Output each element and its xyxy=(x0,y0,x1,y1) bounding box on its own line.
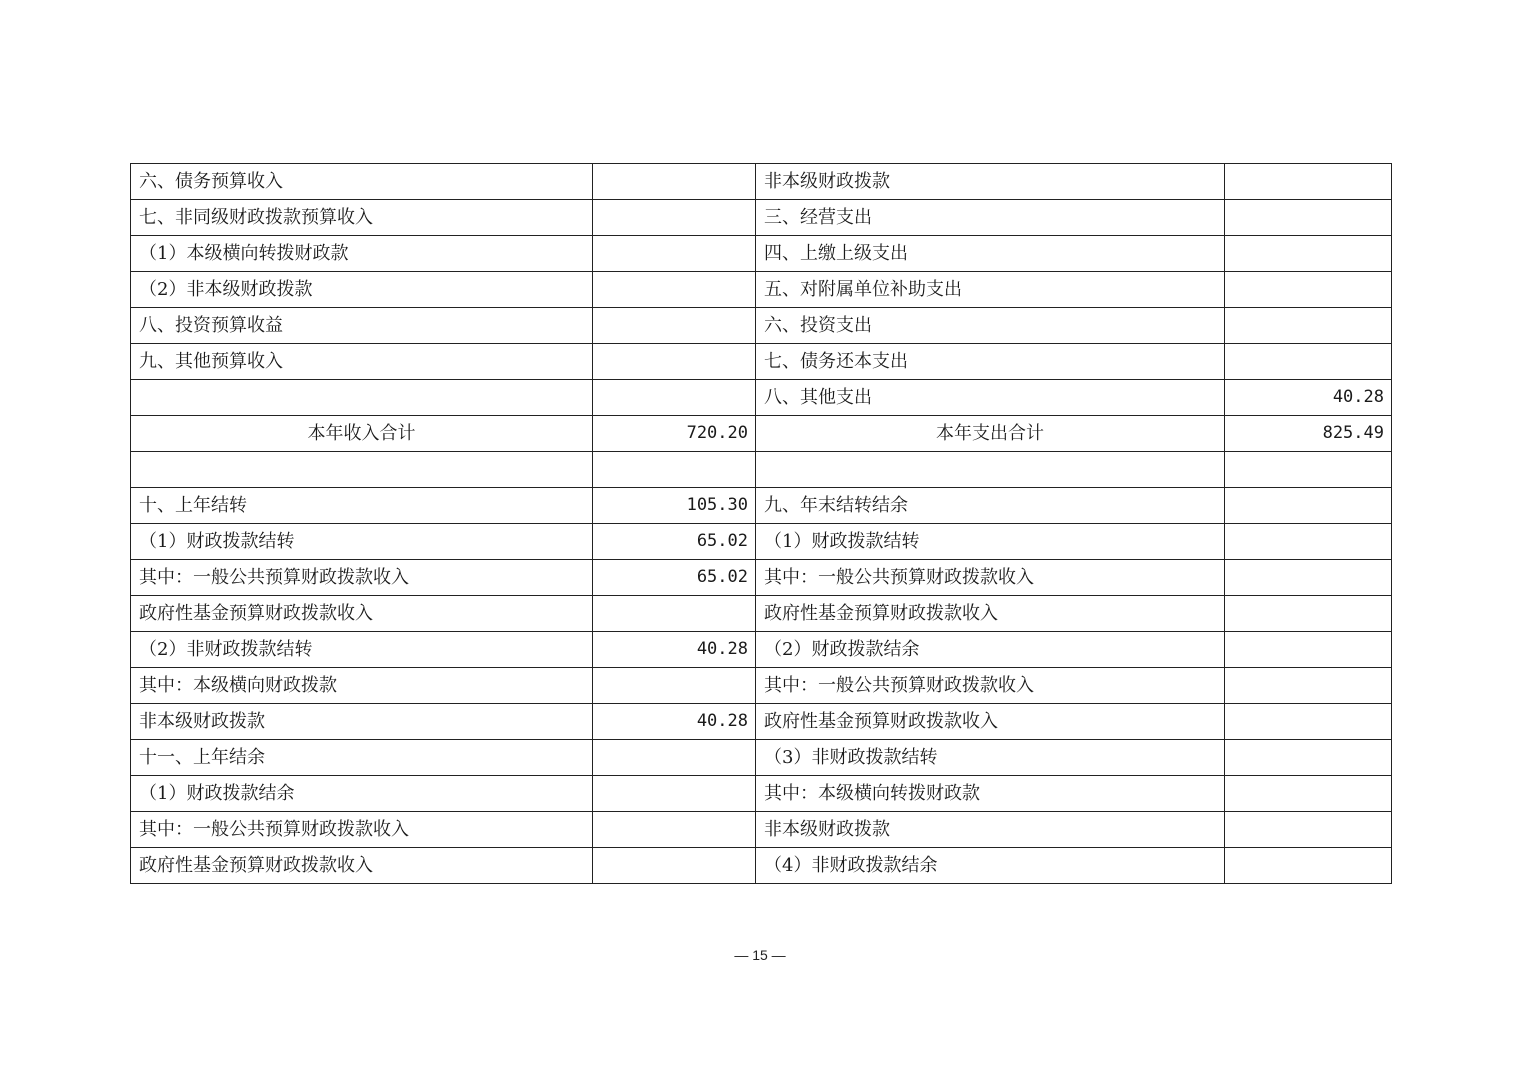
expense-item-label: 五、对附属单位补助支出 xyxy=(756,272,1225,308)
expense-item-amount xyxy=(1225,523,1392,559)
table-row xyxy=(131,775,1392,811)
expense-item-amount xyxy=(1225,308,1392,344)
income-item-label: 八、投资预算收益 xyxy=(131,308,593,344)
table-row xyxy=(131,703,1392,739)
expense-item-amount xyxy=(1225,452,1392,488)
expense-item-amount xyxy=(1225,847,1392,883)
table-row xyxy=(131,344,1392,380)
expense-item-label: 政府性基金预算财政拨款收入 xyxy=(756,703,1225,739)
expense-item-amount xyxy=(1225,703,1392,739)
income-item-amount xyxy=(593,200,756,236)
income-item-amount xyxy=(593,847,756,883)
expense-item-label: （3）非财政拨款结转 xyxy=(756,739,1225,775)
expense-item-amount xyxy=(1225,811,1392,847)
expense-total-amount: 825.49 xyxy=(1225,416,1392,452)
income-item-label: 十一、上年结余 xyxy=(131,739,593,775)
income-item-amount: 65.02 xyxy=(593,559,756,595)
expense-item-label xyxy=(756,452,1225,488)
expense-item-amount xyxy=(1225,200,1392,236)
expense-item-amount xyxy=(1225,344,1392,380)
budget-table xyxy=(130,163,1392,884)
income-item-amount xyxy=(593,775,756,811)
income-item-label xyxy=(131,380,593,416)
table-row-total xyxy=(131,416,1392,452)
table-row xyxy=(131,452,1392,488)
income-item-label: 九、其他预算收入 xyxy=(131,344,593,380)
income-total-label: 本年收入合计 xyxy=(131,416,593,452)
table-row xyxy=(131,164,1392,200)
table-row xyxy=(131,559,1392,595)
income-item-label: 政府性基金预算财政拨款收入 xyxy=(131,847,593,883)
income-item-amount xyxy=(593,452,756,488)
income-item-amount: 40.28 xyxy=(593,703,756,739)
expense-item-amount xyxy=(1225,775,1392,811)
income-item-amount xyxy=(593,595,756,631)
income-item-label: （1）财政拨款结余 xyxy=(131,775,593,811)
expense-item-label: （2）财政拨款结余 xyxy=(756,631,1225,667)
income-total-amount: 720.20 xyxy=(593,416,756,452)
table-row xyxy=(131,380,1392,416)
page-number: — 15 — xyxy=(734,947,786,963)
income-item-label: （1）本级横向转拨财政款 xyxy=(131,236,593,272)
income-item-amount xyxy=(593,380,756,416)
expense-item-label: 三、经营支出 xyxy=(756,200,1225,236)
expense-item-label: （4）非财政拨款结余 xyxy=(756,847,1225,883)
income-item-amount: 40.28 xyxy=(593,631,756,667)
income-item-label: 政府性基金预算财政拨款收入 xyxy=(131,595,593,631)
expense-item-amount xyxy=(1225,487,1392,523)
expense-item-label: 九、年末结转结余 xyxy=(756,487,1225,523)
table-row xyxy=(131,847,1392,883)
income-item-amount xyxy=(593,667,756,703)
expense-item-amount: 40.28 xyxy=(1225,380,1392,416)
income-item-label: 七、非同级财政拨款预算收入 xyxy=(131,200,593,236)
income-item-label: （1）财政拨款结转 xyxy=(131,523,593,559)
expense-item-amount xyxy=(1225,595,1392,631)
income-item-amount xyxy=(593,308,756,344)
income-item-amount: 105.30 xyxy=(593,487,756,523)
expense-item-amount xyxy=(1225,739,1392,775)
income-item-label xyxy=(131,452,593,488)
expense-item-label: 非本级财政拨款 xyxy=(756,811,1225,847)
table-row xyxy=(131,667,1392,703)
income-item-label: 非本级财政拨款 xyxy=(131,703,593,739)
expense-item-label: 非本级财政拨款 xyxy=(756,164,1225,200)
expense-item-amount xyxy=(1225,236,1392,272)
table-row xyxy=(131,236,1392,272)
expense-item-amount xyxy=(1225,667,1392,703)
income-item-amount xyxy=(593,164,756,200)
income-item-label: （2）非财政拨款结转 xyxy=(131,631,593,667)
income-item-label: 六、债务预算收入 xyxy=(131,164,593,200)
expense-item-label: 其中：一般公共预算财政拨款收入 xyxy=(756,559,1225,595)
income-item-amount xyxy=(593,739,756,775)
income-item-label: 其中：一般公共预算财政拨款收入 xyxy=(131,811,593,847)
expense-item-label: 八、其他支出 xyxy=(756,380,1225,416)
expense-item-label: 政府性基金预算财政拨款收入 xyxy=(756,595,1225,631)
table-row xyxy=(131,811,1392,847)
income-item-amount xyxy=(593,272,756,308)
income-item-amount xyxy=(593,236,756,272)
table-row xyxy=(131,631,1392,667)
expense-item-label: （1）财政拨款结转 xyxy=(756,523,1225,559)
table-row xyxy=(131,308,1392,344)
table-row xyxy=(131,272,1392,308)
expense-item-amount xyxy=(1225,164,1392,200)
expense-item-label: 四、上缴上级支出 xyxy=(756,236,1225,272)
table-row xyxy=(131,200,1392,236)
income-item-label: 十、上年结转 xyxy=(131,487,593,523)
table-row xyxy=(131,739,1392,775)
expense-item-label: 七、债务还本支出 xyxy=(756,344,1225,380)
income-item-label: 其中：一般公共预算财政拨款收入 xyxy=(131,559,593,595)
table-row xyxy=(131,487,1392,523)
table-row xyxy=(131,595,1392,631)
expense-item-label: 六、投资支出 xyxy=(756,308,1225,344)
expense-item-amount xyxy=(1225,631,1392,667)
income-item-amount xyxy=(593,344,756,380)
expense-item-amount xyxy=(1225,272,1392,308)
income-item-label: （2）非本级财政拨款 xyxy=(131,272,593,308)
expense-total-label: 本年支出合计 xyxy=(756,416,1225,452)
income-item-amount: 65.02 xyxy=(593,523,756,559)
income-item-amount xyxy=(593,811,756,847)
table-row xyxy=(131,523,1392,559)
expense-item-amount xyxy=(1225,559,1392,595)
expense-item-label: 其中：本级横向转拨财政款 xyxy=(756,775,1225,811)
income-item-label: 其中：本级横向财政拨款 xyxy=(131,667,593,703)
expense-item-label: 其中：一般公共预算财政拨款收入 xyxy=(756,667,1225,703)
